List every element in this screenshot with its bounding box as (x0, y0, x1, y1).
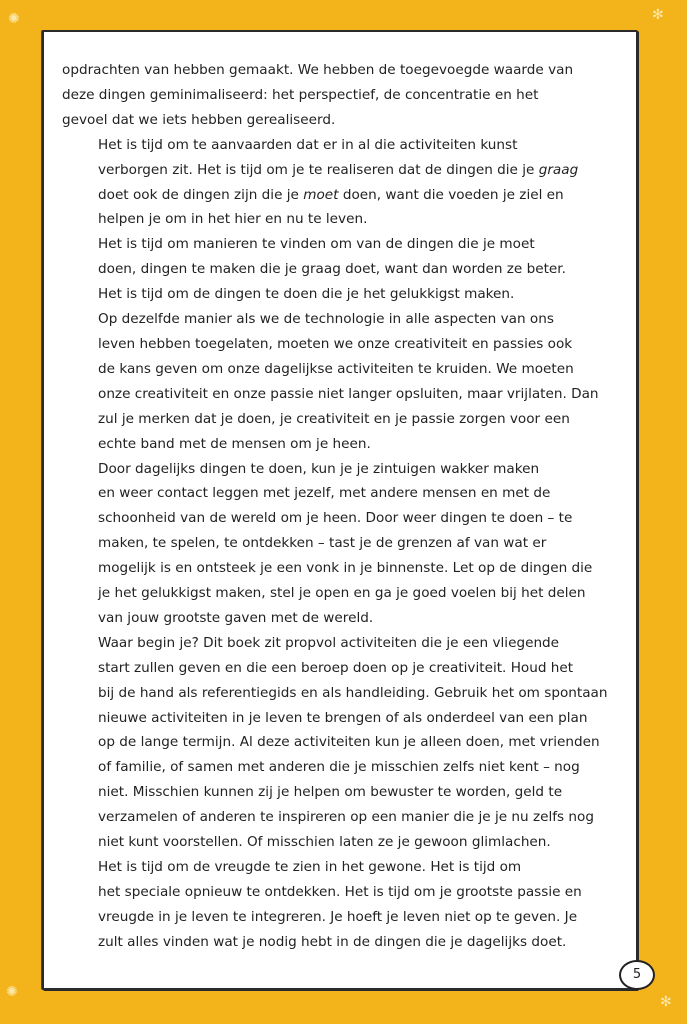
text-segment: schoonheid van de wereld om je heen. Door weer dingen te doen – te (98, 510, 573, 527)
paragraph (62, 282, 615, 307)
text-line (62, 183, 615, 208)
text-line (62, 656, 615, 681)
text-segment: Het is tijd om manieren te vinden om van de dingen die je moet (98, 236, 535, 253)
decorative-swirl-icon: ✺ (6, 984, 18, 1000)
text-line (62, 581, 615, 606)
text-segment: niet. Misschien kunnen zij je helpen om bewuster te worden, geld te (98, 784, 563, 801)
text-segment: verborgen zit. Het is tijd om je te realiseren dat de dingen die je (98, 161, 539, 178)
text-segment: deze dingen geminimaliseerd: het perspectief, de concentratie en het (62, 86, 539, 103)
paragraph (62, 133, 615, 233)
paragraph (62, 232, 615, 282)
emphasized-text: graag (538, 161, 579, 178)
text-segment: verzamelen of anderen te inspireren op een manier die je je nu zelfs nog (98, 809, 594, 826)
text-segment: Waar begin je? Dit boek zit propvol activiteiten die je een vliegende (98, 634, 560, 651)
text-line (62, 407, 615, 432)
emphasized-text: moet (303, 186, 339, 203)
paragraph (62, 855, 615, 955)
text-segment: helpen je om in het hier en nu te leven. (98, 211, 368, 228)
paragraph (62, 58, 615, 133)
decorative-swirl-icon: ✻ (660, 994, 672, 1010)
text-segment: vreugde in je leven te integreren. Je hoeft je leven niet op te geven. Je (98, 908, 578, 925)
text-segment: leven hebben toegelaten, moeten we onze creativiteit en passies ook (98, 335, 573, 352)
text-line (62, 282, 615, 307)
text-segment: doen, dingen te maken die je graag doet, want dan worden ze beter. (98, 261, 566, 278)
text-segment: op de lange termijn. Al deze activiteiten kun je alleen doen, met vrienden (98, 734, 600, 751)
text-line (62, 207, 615, 232)
text-line (62, 930, 615, 955)
text-line (62, 506, 615, 531)
text-line (62, 606, 615, 631)
text-segment: bij de hand als referentiegids en als handleiding. Gebruik het om spontaan (98, 684, 608, 701)
text-line (62, 531, 615, 556)
text-line (62, 556, 615, 581)
text-line (62, 83, 615, 108)
text-line (62, 730, 615, 755)
body-text (62, 58, 615, 955)
text-segment: echte band met de mensen om je heen. (98, 435, 371, 452)
text-line (62, 631, 615, 656)
text-segment: doet ook de dingen zijn die je (98, 186, 304, 203)
text-line (62, 108, 615, 133)
text-segment: zul je merken dat je doen, je creativiteit en je passie zorgen voor een (98, 410, 570, 427)
text-segment: mogelijk is en ontsteek je een vonk in je binnenste. Let op de dingen die (98, 560, 593, 577)
paragraph (62, 457, 615, 631)
text-segment: zult alles vinden wat je nodig hebt in de dingen die je dagelijks doet. (98, 933, 567, 950)
text-segment: de kans geven om onze dagelijkse activiteiten te kruiden. We moeten (98, 360, 574, 377)
text-segment: maken, te spelen, te ontdekken – tast je de grenzen af van wat er (98, 535, 547, 552)
text-line (62, 357, 615, 382)
text-segment: start zullen geven en die een beroep doen op je creativiteit. Houd het (98, 659, 574, 676)
text-line (62, 307, 615, 332)
text-segment: onze creativiteit en onze passie niet langer opsluiten, maar vrijlaten. Dan (98, 385, 599, 402)
text-line (62, 133, 615, 158)
text-line (62, 780, 615, 805)
text-segment: gevoel dat we iets hebben gerealiseerd. (62, 111, 336, 128)
text-line (62, 805, 615, 830)
text-line (62, 481, 615, 506)
decorative-swirl-icon: ✻ (652, 7, 664, 23)
text-segment: niet kunt voorstellen. Of misschien laten ze je gewoon glimlachen. (98, 834, 551, 851)
text-line (62, 158, 615, 183)
text-segment: Door dagelijks dingen te doen, kun je je zintuigen wakker maken (98, 460, 540, 477)
text-segment: nieuwe activiteiten in je leven te brengen of als onderdeel van een plan (98, 709, 588, 726)
text-line (62, 457, 615, 482)
text-line (62, 681, 615, 706)
text-segment: en weer contact leggen met jezelf, met andere mensen en met de (98, 485, 551, 502)
text-line (62, 706, 615, 731)
text-line (62, 58, 615, 83)
text-line (62, 755, 615, 780)
text-line (62, 332, 615, 357)
text-segment: Het is tijd om de vreugde te zien in het gewone. Het is tijd om (98, 859, 522, 875)
text-line (62, 905, 615, 930)
text-segment: het speciale opnieuw te ontdekken. Het is tijd om je grootste passie en (98, 883, 582, 900)
text-line (62, 382, 615, 407)
text-line (62, 432, 615, 457)
text-segment: of familie, of samen met anderen die je misschien zelfs niet kent – nog (98, 759, 580, 776)
text-segment: van jouw grootste gaven met de wereld. (98, 609, 374, 626)
text-segment: Het is tijd om de dingen te doen die je het gelukkigst maken. (98, 286, 515, 303)
decorative-swirl-icon: ✺ (8, 11, 20, 27)
text-segment: je het gelukkigst maken, stel je open en ga je goed voelen bij het delen (98, 585, 586, 602)
text-segment: doen, want die voeden je ziel en (338, 186, 564, 203)
paragraph (62, 307, 615, 456)
text-segment: opdrachten van hebben gemaakt. We hebben de toegevoegde waarde van (62, 62, 574, 78)
text-segment: Op dezelfde manier als we de technologie in alle aspecten van ons (98, 311, 554, 328)
text-line (62, 880, 615, 905)
text-segment: Het is tijd om te aanvaarden dat er in al die activiteiten kunst (98, 136, 518, 153)
paragraph (62, 631, 615, 855)
page-number: 5 (619, 960, 655, 990)
text-line (62, 855, 615, 880)
text-line (62, 830, 615, 855)
text-line (62, 232, 615, 257)
text-line (62, 257, 615, 282)
